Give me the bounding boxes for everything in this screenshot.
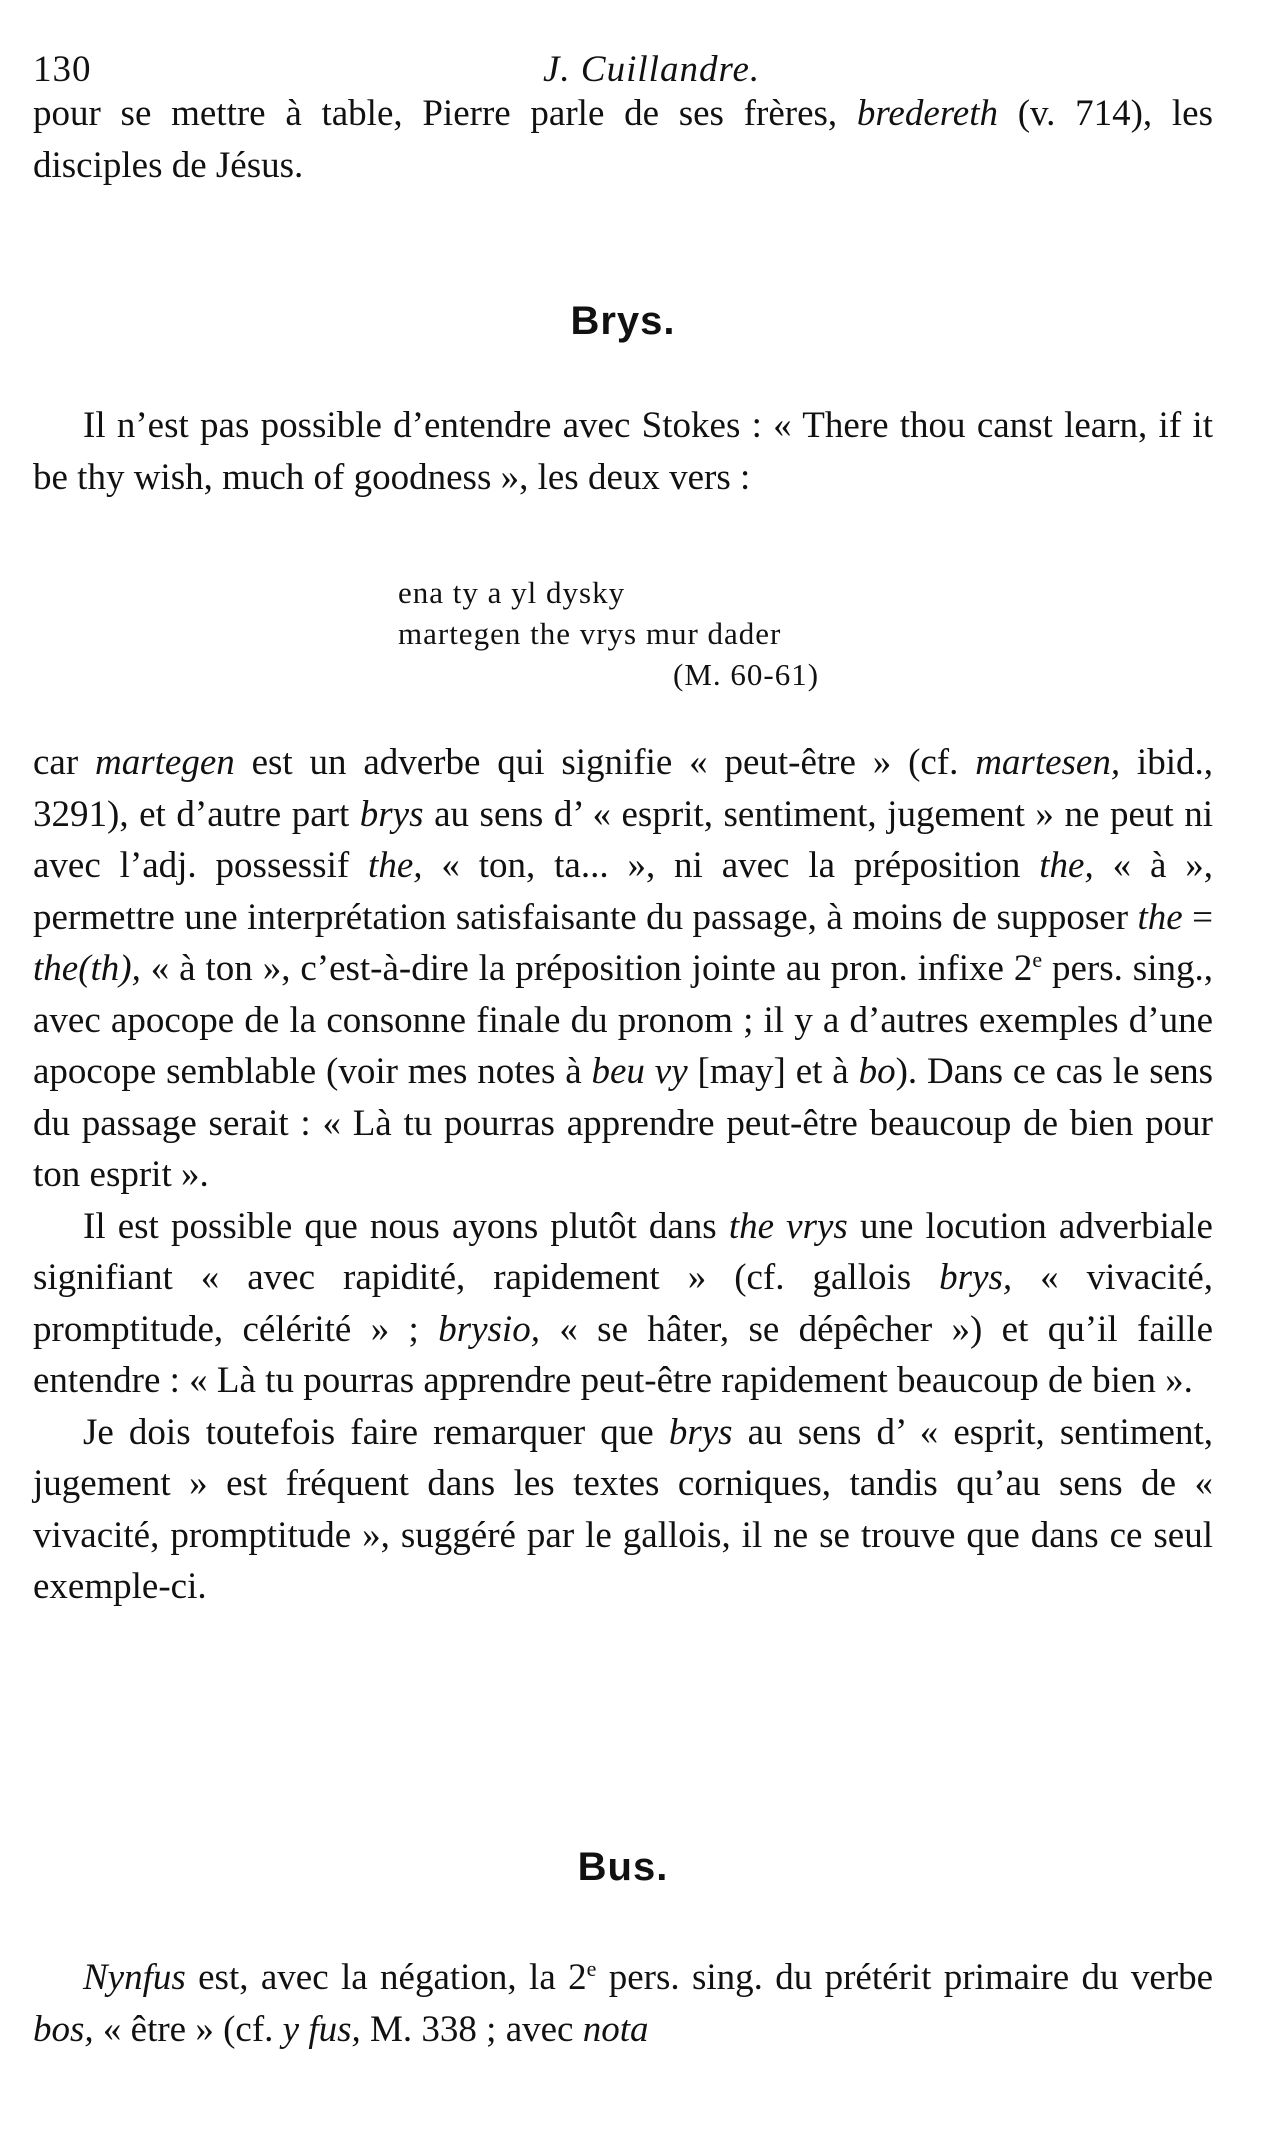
italic-term: martegen <box>95 742 235 783</box>
text-run: est, avec la négation, la 2 <box>185 1957 587 1998</box>
text-run: « se hâter, se dépêcher ») et qu’il faille entendre : « Là tu pourras apprendre peut-être rapidement beaucoup de bien ». <box>33 1308 1213 1401</box>
italic-term: the(th), <box>33 948 141 989</box>
paragraph <box>33 1952 1213 2055</box>
text-run: Je dois toutefois faire remarquer que <box>83 1411 669 1453</box>
italic-term: the vrys <box>728 1205 848 1247</box>
italic-term: nota <box>582 2008 649 2050</box>
text-run: « à ton », c’est-à-dire la préposition jointe au pron. infixe 2 <box>140 948 1033 989</box>
section-heading-bus: Bus. <box>577 1845 669 1889</box>
text-run: [may] et à <box>687 1051 859 1092</box>
italic-term: beu vy <box>591 1051 688 1092</box>
text-run: Il est possible que nous ayons plutôt dans <box>83 1205 729 1247</box>
paragraph-continued <box>33 88 1213 191</box>
brys-body-block <box>33 737 1213 1613</box>
text-run: « être » (cf. <box>93 2008 283 2050</box>
text-run: car <box>33 742 95 783</box>
text-run: Il n’est pas possible d’entendre avec Stokes : « There thou canst learn, if it be thy wish, much of goodness », les deux vers : <box>33 405 1213 498</box>
italic-term: brys <box>668 1411 733 1453</box>
text-run: pour se mettre à table, Pierre parle de ses frères, <box>33 93 857 134</box>
italic-term: brys, <box>939 1257 1013 1298</box>
italic-term: the <box>1137 896 1183 938</box>
italic-term: martesen, <box>975 742 1121 783</box>
italic-term: brys <box>359 793 424 835</box>
verse-line-1: ena ty a yl dysky <box>398 575 626 610</box>
text-run: une locution adverbiale signifiant « avec rapidité, rapidement » (cf. gallois <box>33 1205 1213 1298</box>
text-run: « ton, ta... », ni avec la préposition <box>422 845 1040 886</box>
verse-quotation <box>398 572 819 695</box>
paragraph <box>33 737 1213 1201</box>
italic-term: Nynfus <box>83 1957 186 1998</box>
brys-intro-block <box>33 400 1213 503</box>
text-run: est un adverbe qui signifie « peut-être » (cf. <box>234 742 976 783</box>
paragraph <box>33 1407 1213 1613</box>
text-run: ). Dans ce cas le sens du passage serait : « Là tu pourras apprendre peut-être beaucoup de bien pour ton esprit ». <box>33 1051 1213 1195</box>
paragraph <box>33 400 1213 503</box>
text-run: au sens d’ « esprit, sentiment, jugement » ne peut ni avec l’adj. possessif <box>33 793 1213 886</box>
italic-term: the, <box>1039 845 1094 886</box>
verse-line-2: martegen the vrys mur dader <box>398 616 782 651</box>
page-number: 130 <box>33 49 92 90</box>
italic-term: y fus, <box>282 2008 361 2050</box>
text-run: pers. sing. du prétérit primaire du verbe <box>596 1957 1213 1998</box>
text-run: pers. sing., avec apocope de la consonne finale du pronom ; il y a d’autres exemples d’une apocope semblable (voir mes notes à <box>33 948 1213 1092</box>
bus-body-block <box>33 1952 1213 2055</box>
text-run: M. 338 ; avec <box>360 2008 583 2050</box>
text-run: « à », permettre une interprétation satisfaisante du passage, à moins de supposer <box>33 845 1213 938</box>
italic-term: bo <box>858 1051 896 1092</box>
superscript: e <box>1032 947 1043 972</box>
text-run: au sens d’ « esprit, sentiment, jugement » est fréquent dans les textes corniques, tandis qu’au sens de « vivacité, promptitude », suggéré par le gallois, il ne se trouve que dans ce seul exemple-ci. <box>33 1411 1213 1607</box>
italic-term: bos, <box>33 2008 94 2050</box>
text-run: « vivacité, promptitude, célérité » ; <box>33 1257 1214 1350</box>
verse-reference: (M. 60-61) <box>673 657 820 692</box>
italic-term: the, <box>368 845 423 886</box>
intro-paragraph-block <box>33 88 1213 191</box>
text-run: (v. 714), les disciples de Jésus. <box>33 93 1213 186</box>
superscript: e <box>586 1956 597 1981</box>
italic-term: brysio, <box>438 1308 540 1350</box>
text-run: = <box>1182 896 1214 938</box>
italic-term: bredereth <box>856 93 998 134</box>
section-heading-brys: Brys. <box>570 299 676 343</box>
text-run: ibid., 3291), et d’autre part <box>33 742 1213 835</box>
running-title: J. Cuillandre. <box>543 49 761 90</box>
paragraph <box>33 1201 1213 1407</box>
